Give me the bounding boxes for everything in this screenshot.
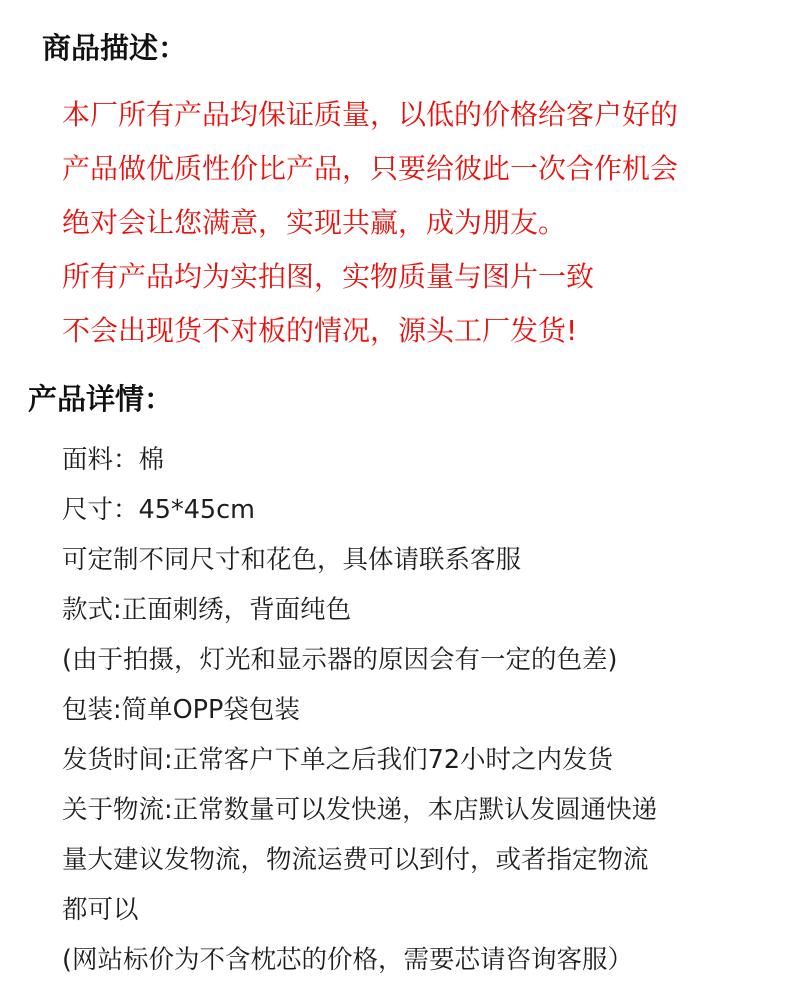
description-line: 所有产品均为实拍图，实物质量与图片一致	[62, 260, 595, 293]
detail-logistics-continued: 量大建议发物流，物流运费可以到付，或者指定物流	[62, 845, 649, 875]
detail-style: 款式:正面刺绣，背面纯色	[62, 595, 352, 625]
detail-logistics-continued: 都可以	[62, 895, 139, 925]
detail-color-note: (由于拍摄，灯光和显示器的原因会有一定的色差)	[62, 645, 618, 675]
product-details-heading: 产品详情：	[28, 382, 174, 416]
detail-customization: 可定制不同尺寸和花色，具体请联系客服	[62, 545, 522, 575]
detail-logistics: 关于物流:正常数量可以发快递，本店默认发圆通快递	[62, 795, 658, 825]
product-description-text	[62, 88, 678, 358]
description-line: 产品做优质性价比产品，只要给彼此一次合作机会	[62, 152, 679, 185]
description-line: 绝对会让您满意，实现共赢，成为朋友。	[62, 206, 567, 239]
detail-packaging: 包装:简单OPP袋包装	[62, 695, 300, 725]
product-details-list	[62, 435, 657, 985]
description-line: 不会出现货不对板的情况，源头工厂发货!	[62, 314, 578, 347]
detail-size: 尺寸：45*45cm	[62, 495, 256, 525]
detail-shipping-time: 发货时间:正常客户下单之后我们72小时之内发货	[62, 745, 614, 775]
product-description-heading: 商品描述：	[42, 31, 188, 65]
detail-price-note: (网站标价为不含枕芯的价格，需要芯请咨询客服）	[62, 945, 633, 975]
description-line: 本厂所有产品均保证质量，以低的价格给客户好的	[62, 98, 679, 131]
detail-material: 面料：棉	[62, 445, 165, 475]
